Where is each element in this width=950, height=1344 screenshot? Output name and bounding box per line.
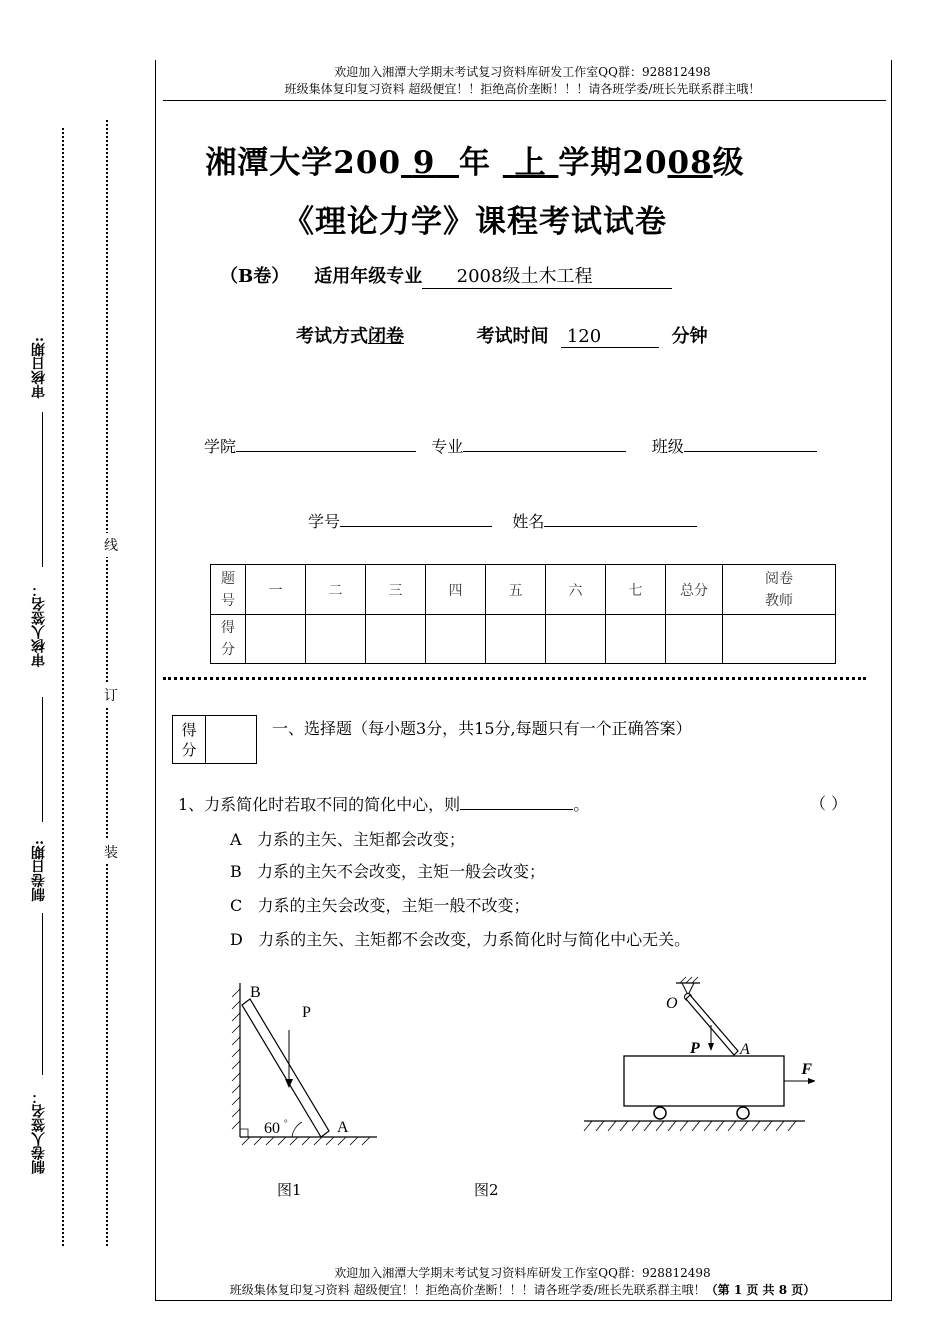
- applicable-value: 2008级土木工程: [456, 266, 593, 287]
- question-1-paren[interactable]: （ ）: [810, 794, 848, 813]
- figure-2-wheel-left: [654, 1107, 666, 1119]
- header-cell-total: 总分: [666, 565, 723, 615]
- figure-2-force-f-head: [808, 1078, 815, 1084]
- figure-1-label-angle: 60: [264, 1120, 280, 1137]
- figure-1-angle-arc: [292, 1122, 302, 1137]
- score-cell-2[interactable]: [306, 615, 366, 664]
- figure-2-wheel-right: [737, 1107, 749, 1119]
- paper-type: （B卷）: [220, 266, 290, 287]
- figure-1: [222, 975, 387, 1155]
- figure-2-ground: [584, 1121, 805, 1131]
- section1-score-box: [172, 715, 257, 764]
- exam-time-value: 120: [566, 326, 602, 347]
- header-divider: [163, 100, 886, 101]
- student-id-input[interactable]: [340, 508, 492, 527]
- exam-time-label: 考试时间: [476, 326, 549, 347]
- review-date-label: 审核日期:: [31, 337, 47, 399]
- applicable-label: 适用年级专业: [314, 266, 423, 287]
- exam-time-field: [561, 326, 659, 348]
- figure-1-wall: [232, 983, 240, 1137]
- figure-1-label-p: P: [302, 1004, 311, 1021]
- figure-2-label-o: O: [666, 995, 678, 1012]
- name-input[interactable]: [544, 508, 697, 527]
- paper-type-row: [220, 262, 672, 289]
- cut-line: [163, 677, 866, 680]
- score-cell-grader[interactable]: [723, 615, 836, 664]
- header-cell-4: 四: [426, 565, 486, 615]
- score-cell-6[interactable]: [546, 615, 606, 664]
- page-number: （第 1 页 共 8 页）: [705, 1283, 816, 1297]
- class-label: 班级: [651, 437, 684, 456]
- option-c[interactable]: C 力系的主矢会改变，主矩一般不改变；: [230, 896, 530, 915]
- figure-1-label-b: B: [250, 984, 261, 1001]
- side-line: [42, 412, 43, 567]
- figure-2-cart: [624, 1056, 784, 1106]
- side-line: [42, 697, 43, 822]
- figure-1-floor: [240, 1137, 377, 1145]
- score-cell-7[interactable]: [606, 615, 666, 664]
- score-table-header-row: [211, 565, 836, 615]
- header-line-1: 欢迎加入湘潭大学期末考试复习资料库研发工作室QQ群：928812498: [334, 65, 711, 79]
- title-year-digit: 9: [412, 145, 436, 181]
- student-info-row-2: [308, 508, 697, 532]
- student-info-row-1: [204, 433, 817, 457]
- figure-2-label-p: P: [690, 1040, 700, 1057]
- score-cell-1[interactable]: [246, 615, 306, 664]
- score-cell-5[interactable]: [486, 615, 546, 664]
- header-cell-6: 六: [546, 565, 606, 615]
- title-part-3: 学期20: [558, 145, 668, 181]
- section1-score-label: 得 分: [173, 716, 206, 764]
- title-part-2: 年: [459, 145, 491, 181]
- college-label: 学院: [204, 437, 237, 456]
- major-input[interactable]: [463, 433, 626, 452]
- binding-dotted-line-outer: [62, 128, 64, 1246]
- make-date-label: 制卷日期:: [31, 840, 47, 902]
- score-cell-4[interactable]: [426, 615, 486, 664]
- title-part-1: 湘潭大学200: [205, 145, 402, 181]
- class-input[interactable]: [684, 433, 817, 452]
- figure-2: [580, 975, 815, 1140]
- title-part-4: 级: [712, 145, 745, 181]
- header-line-2: 班级集体复印复习资料 超级便宜！！拒绝高价垄断！！！请各班学委/班长先联系群主哦！: [284, 82, 761, 96]
- major-label: 专业: [431, 437, 464, 456]
- figure-1-right-angle: [240, 1129, 248, 1137]
- title-term: 上: [514, 145, 547, 181]
- figure-1-label-degree: °: [284, 1118, 288, 1128]
- score-cell-label: 得 分: [211, 615, 246, 664]
- figure-1-caption: 图1: [277, 1181, 302, 1199]
- side-line: [42, 913, 43, 1075]
- title-grade-digits: 08: [667, 145, 713, 181]
- header-cell-label: 题 号: [211, 565, 246, 615]
- exam-time-unit: 分钟: [671, 326, 708, 347]
- figure-2-label-a: A: [740, 1041, 750, 1058]
- score-table-score-row: [211, 615, 836, 664]
- question-1-blank[interactable]: [460, 793, 573, 810]
- figure-2-force-p-head: [708, 1043, 714, 1051]
- score-table: [210, 564, 836, 664]
- footer-line-1: 欢迎加入湘潭大学期末考试复习资料库研发工作室QQ群：928812498: [334, 1266, 711, 1280]
- header-cell-3: 三: [366, 565, 426, 615]
- binding-label-xian: 线: [104, 533, 118, 557]
- section1-title: 一、选择题（每小题3分，共15分,每题只有一个正确答案）: [272, 719, 692, 738]
- reviewer-sign-label: 审核人签名：: [31, 583, 47, 667]
- footer-line-2: 班级集体复印复习资料 超级便宜！！拒绝高价垄断！！！请各班学委/班长先联系群主哦！（第 1 页 共 8 页）: [229, 1283, 816, 1297]
- exam-title: [0, 137, 950, 182]
- option-a[interactable]: A 力系的主矢、主矩都会改变；: [230, 830, 465, 849]
- exam-mode-label: 考试方式: [296, 326, 368, 347]
- option-d[interactable]: D 力系的主矢、主矩都不会改变，力系简化时与简化中心无关。: [230, 930, 691, 949]
- header-cell-1: 一: [246, 565, 306, 615]
- exam-mode-value: 闭卷: [368, 326, 404, 347]
- exam-mode-row: [296, 322, 708, 348]
- binding-label-ding: 订: [104, 683, 118, 707]
- student-id-label: 学号: [308, 512, 341, 531]
- figure-2-caption: 图2: [474, 1181, 499, 1199]
- question-1-stem: 1、力系简化时若取不同的简化中心，则 。: [178, 795, 590, 814]
- course-title: 《理论力学》课程考试试卷: [283, 204, 667, 240]
- figure-2-label-f: F: [801, 1061, 812, 1078]
- header-cell-5: 五: [486, 565, 546, 615]
- header-cell-grader: 阅卷 教师: [723, 565, 836, 615]
- header-cell-7: 七: [606, 565, 666, 615]
- binding-label-zhuang: 装: [104, 840, 118, 864]
- figure-1-bar: [242, 999, 329, 1137]
- college-input[interactable]: [236, 433, 416, 452]
- name-label: 姓名: [512, 512, 545, 531]
- section1-score-input[interactable]: [206, 716, 257, 764]
- applicable-value-field: [422, 262, 672, 289]
- score-cell-total[interactable]: [666, 615, 723, 664]
- maker-sign-label: 制卷人签名：: [31, 1090, 47, 1174]
- score-cell-3[interactable]: [366, 615, 426, 664]
- option-b[interactable]: B 力系的主矢不会改变，主矩一般会改变；: [230, 862, 546, 881]
- figure-1-label-a: A: [337, 1119, 349, 1136]
- header-cell-2: 二: [306, 565, 366, 615]
